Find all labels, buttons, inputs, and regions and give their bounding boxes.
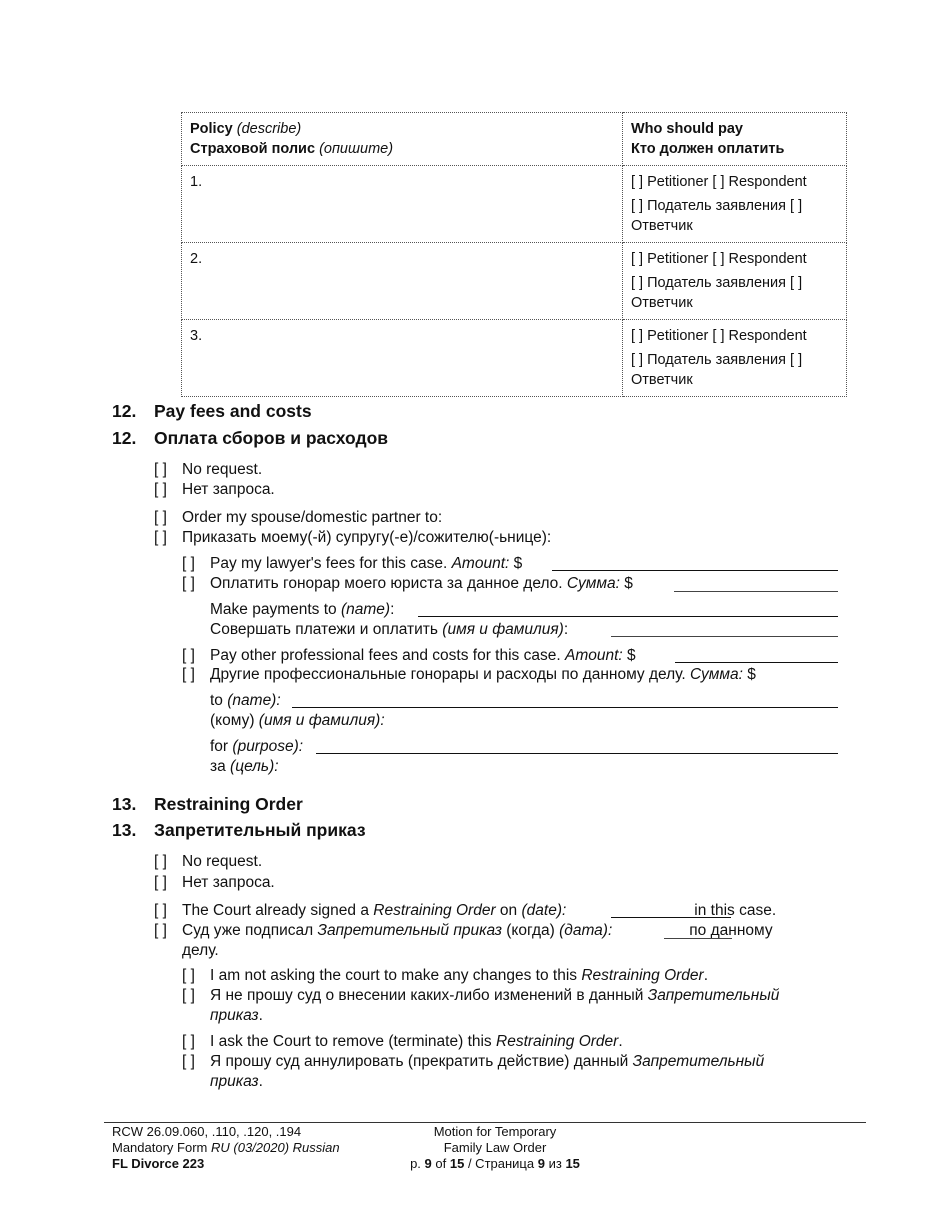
remove-order-checkbox-ru[interactable]: [ ] Я прошу суд аннулировать (прекратить действие) данный Запретительный [182,1053,765,1070]
court-signed-checkbox-en[interactable]: [ ] The Court already signed a Restraining Order on (date): in this case. [154,902,777,919]
table-row [182,166,847,243]
insurance-policy-table [181,112,847,397]
policy-cell[interactable]: 1. [182,166,623,243]
to-name-field[interactable] [292,707,838,708]
make-payments-label-ru: Совершать платежи и оплатить (имя и фамилия): [210,621,569,638]
payee-name-field[interactable] [418,616,838,617]
lawyer-fees-checkbox-ru[interactable]: [ ] Оплатить гонорар моего юриста за данное дело. Сумма: $ [182,575,633,592]
who-pays-cell[interactable]: [ ] Petitioner [ ] Respondent [ ] Податель заявления [ ] Ответчик [623,320,847,397]
section-13-title-en: 13. Restraining Order [112,794,303,814]
policy-cell[interactable]: 2. [182,243,623,320]
page-number: p. 9 of 15 / Страница 9 из 15 [410,1156,580,1171]
no-request-checkbox-ru[interactable]: [ ] Нет запроса. [154,481,275,498]
other-fees-checkbox-en[interactable]: [ ] Pay other professional fees and costs for this case. Amount: $ [182,647,636,664]
footer-left: RCW 26.09.060, .110, .120, .194 Mandatory Form RU (03/2020) Russian FL Divorce 223 [112,1124,340,1171]
purpose-label-en: for (purpose): [210,738,304,755]
footer-divider [104,1122,866,1123]
section-12-title-ru: 12. Оплата сборов и расходов [112,428,389,448]
signed-date-field-ru[interactable] [664,938,732,939]
to-name-label-en: to (name): [210,692,281,709]
order-spouse-checkbox-en[interactable]: [ ] Order my spouse/domestic partner to: [154,509,443,526]
remove-order-ru-cont: приказ. [210,1073,263,1090]
section-12-title-en: 12. Pay fees and costs [112,401,312,421]
no-changes-ru-cont: приказ. [210,1007,263,1024]
section-13-title-ru: 13. Запретительный приказ [112,820,366,840]
policy-column-header: Policy (describe) Страховой полис (опишите) [182,113,623,166]
court-signed-ru-cont: делу. [182,942,219,959]
payee-name-field-ru[interactable] [611,636,838,637]
order-spouse-checkbox-ru[interactable]: [ ] Приказать моему(-й) супругу(-е)/сожителю(-ьнице): [154,529,552,546]
no-changes-checkbox-en[interactable]: [ ] I am not asking the court to make any changes to this Restraining Order. [182,967,708,984]
table-row [182,320,847,397]
make-payments-label-en: Make payments to (name): [210,601,395,618]
remove-order-checkbox-en[interactable]: [ ] I ask the Court to remove (terminate) this Restraining Order. [182,1033,623,1050]
purpose-label-ru: за (цель): [210,758,279,775]
who-pays-cell[interactable]: [ ] Petitioner [ ] Respondent [ ] Податель заявления [ ] Ответчик [623,243,847,320]
other-fees-checkbox-ru[interactable]: [ ] Другие профессиональные гонорары и расходы по данному делу. Сумма: $ [182,666,756,683]
signed-date-field[interactable] [611,917,731,918]
purpose-field[interactable] [316,753,838,754]
table-row [182,243,847,320]
lawyer-fees-checkbox-en[interactable]: [ ] Pay my lawyer's fees for this case. Amount: $ [182,555,523,572]
no-request-checkbox-13-ru[interactable]: [ ] Нет запроса. [154,874,275,891]
no-changes-checkbox-ru[interactable]: [ ] Я не прошу суд о внесении каких-либо изменений в данный Запретительный [182,987,780,1004]
no-request-checkbox-13-en[interactable]: [ ] No request. [154,853,263,870]
other-amount-field[interactable] [675,662,838,663]
footer-center: Motion for Temporary Family Law Order p. 9 of 15 / Страница 9 из 15 [395,1124,595,1172]
who-pays-cell[interactable]: [ ] Petitioner [ ] Respondent [ ] Податель заявления [ ] Ответчик [623,166,847,243]
policy-cell[interactable]: 3. [182,320,623,397]
no-request-checkbox-en[interactable]: [ ] No request. [154,461,263,478]
to-name-label-ru: (кому) (имя и фамилия): [210,712,385,729]
lawyer-amount-field-ru[interactable] [674,591,838,592]
table-header-row [182,113,847,166]
lawyer-amount-field[interactable] [552,570,838,571]
who-pays-column-header: Who should pay Кто должен оплатить [623,113,847,166]
court-signed-checkbox-ru[interactable]: [ ] Суд уже подписал Запретительный приказ (когда) (дата): по данному [154,922,773,939]
